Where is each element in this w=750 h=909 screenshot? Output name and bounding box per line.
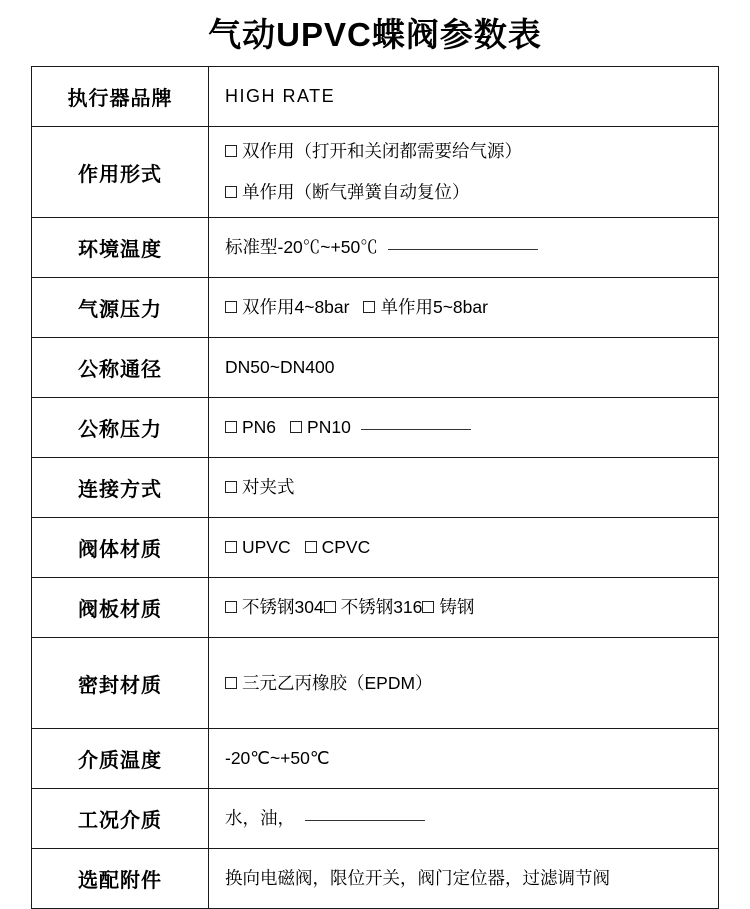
table-row	[32, 338, 719, 398]
option-label: 对夹式	[242, 477, 295, 498]
value-line	[225, 232, 712, 263]
row-value	[209, 458, 719, 518]
option-label: 不锈钢316	[340, 597, 423, 618]
table-row	[32, 127, 719, 218]
value-text: DN50~DN400	[225, 357, 335, 378]
value-text: HIGH RATE	[225, 85, 336, 106]
table-row	[32, 578, 719, 638]
option-label: 单作用5~8bar	[380, 297, 488, 318]
option-line	[225, 592, 712, 623]
row-label: 作用形式	[32, 127, 209, 218]
row-value	[209, 578, 719, 638]
value-text: -20℃~+50℃	[225, 748, 330, 769]
row-value	[209, 849, 719, 909]
option-label: PN10	[307, 417, 351, 438]
option-label: UPVC	[242, 537, 291, 558]
fill-in-blank[interactable]	[305, 820, 425, 821]
table-row	[32, 518, 719, 578]
value-text: 标准型-20℃~+50℃	[225, 237, 378, 258]
fill-in-blank[interactable]	[388, 249, 538, 250]
specification-table	[31, 66, 719, 909]
option-label: 不锈钢304	[242, 597, 324, 618]
option-line	[225, 668, 712, 699]
row-label: 选配附件	[32, 849, 209, 909]
table-row	[32, 398, 719, 458]
row-label: 工况介质	[32, 789, 209, 849]
row-value	[209, 278, 719, 338]
option-line	[225, 532, 712, 563]
row-value	[209, 67, 719, 127]
row-label: 阀板材质	[32, 578, 209, 638]
checkbox-icon[interactable]	[225, 301, 237, 313]
table-row	[32, 789, 719, 849]
checkbox-icon[interactable]	[225, 421, 237, 433]
checkbox-icon[interactable]	[324, 601, 336, 613]
table-row	[32, 849, 719, 909]
table-row	[32, 278, 719, 338]
row-label: 气源压力	[32, 278, 209, 338]
table-row	[32, 458, 719, 518]
checkbox-icon[interactable]	[225, 481, 237, 493]
table-row	[32, 638, 719, 729]
option-label: 铸钢	[439, 597, 475, 618]
checkbox-icon[interactable]	[225, 677, 237, 689]
row-value	[209, 127, 719, 218]
option-label: 双作用4~8bar	[242, 297, 350, 318]
row-value	[209, 338, 719, 398]
value-line	[225, 803, 712, 834]
value-text: 换向电磁阀，限位开关，阀门定位器，过滤调节阀	[225, 868, 610, 889]
option-label: CPVC	[321, 537, 371, 558]
option-label: 双作用（打开和关闭都需要给气源）	[242, 141, 522, 162]
row-label: 执行器品牌	[32, 67, 209, 127]
row-value	[209, 729, 719, 789]
checkbox-icon[interactable]	[363, 301, 375, 313]
row-value	[209, 398, 719, 458]
table-row	[32, 729, 719, 789]
checkbox-icon[interactable]	[225, 145, 237, 157]
row-value	[209, 218, 719, 278]
option-label: 三元乙丙橡胶（EPDM）	[242, 672, 433, 693]
option-line	[225, 136, 712, 167]
row-label: 连接方式	[32, 458, 209, 518]
fill-in-blank[interactable]	[361, 429, 471, 430]
option-line	[225, 292, 712, 323]
row-label: 阀体材质	[32, 518, 209, 578]
row-label: 公称通径	[32, 338, 209, 398]
checkbox-icon[interactable]	[422, 601, 434, 613]
row-label: 环境温度	[32, 218, 209, 278]
row-label: 密封材质	[32, 638, 209, 729]
row-label: 介质温度	[32, 729, 209, 789]
option-line	[225, 472, 712, 503]
value-text: 水，油，	[225, 808, 295, 829]
checkbox-icon[interactable]	[290, 421, 302, 433]
table-row	[32, 218, 719, 278]
checkbox-icon[interactable]	[225, 541, 237, 553]
option-label: PN6	[242, 417, 277, 438]
row-value	[209, 789, 719, 849]
table-row	[32, 67, 719, 127]
checkbox-icon[interactable]	[225, 186, 237, 198]
checkbox-icon[interactable]	[225, 601, 237, 613]
row-value	[209, 638, 719, 729]
row-label: 公称压力	[32, 398, 209, 458]
row-value	[209, 518, 719, 578]
option-label: 单作用（断气弹簧自动复位）	[242, 182, 470, 202]
option-line	[225, 412, 712, 443]
page-title: 气动UPVC蝶阀参数表	[208, 16, 542, 53]
checkbox-icon[interactable]	[305, 541, 317, 553]
option-line	[225, 177, 712, 208]
